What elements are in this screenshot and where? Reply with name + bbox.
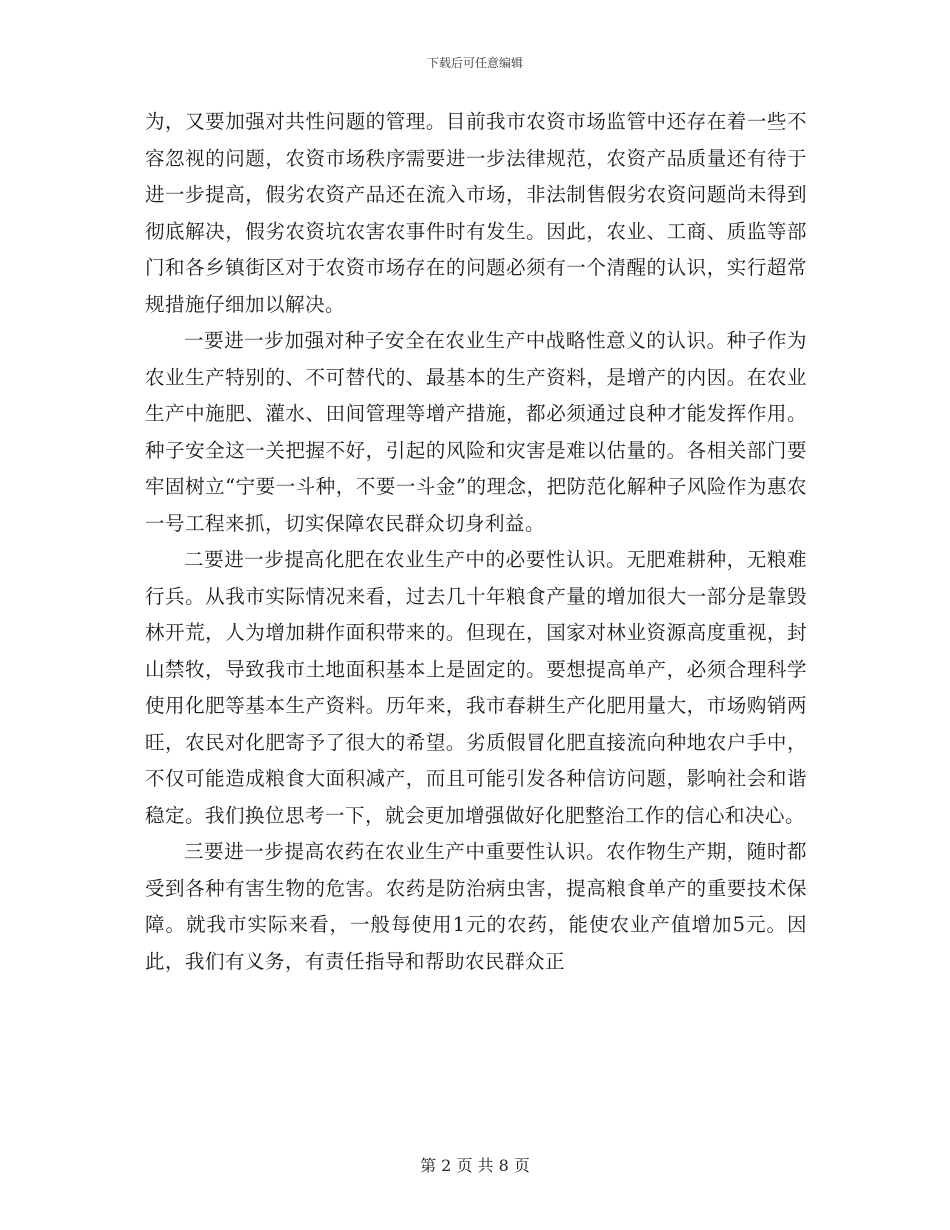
paragraph-fertilizer: 二要进一步提高化肥在农业生产中的必要性认识。无肥难耕种，无粮难行兵。从我市实际情况来看，过去几十年粮食产量的增加很大一部分是靠毁林开荒，人为增加耕作面积带来的。但现在，国家对林业资源高度重视，封山禁牧，导致我市土地面积基本上是固定的。要想提高单产，必须合理科学使用化肥等基本生产资料。历年来，我市春耕生产化肥用量大，市场购销两旺，农民对化肥寄予了很大的希望。劣质假冒化肥直接流向种地农户手中，不仅可能造成粮食大面积减产，而且可能引发各种信访问题，影响社会和谐稳定。我们换位思考一下，就会更加增强做好化肥整治工作的信心和决心。 bbox=[145, 548, 807, 827]
paragraph-continuation: 为，又要加强对共性问题的管理。目前我市农资市场监管中还存在着一些不容忽视的问题，农资市场秩序需要进一步法律规范，农资产品质量还有待于进一步提高，假劣农资产品还在流入市场，非法制售假劣农资问题尚未得到彻底解决，假劣农资坑农害农事件时有发生。因此，农业、工商、质监等部门和各乡镇街区对于农资市场存在的问题必须有一个清醒的认识，实行超常规措施仔细加以解决。 bbox=[145, 110, 807, 316]
page-header: 下载后可任意编辑 bbox=[426, 56, 523, 70]
page-number-footer: 第 2 页 共 8 页 bbox=[420, 1156, 530, 1175]
paragraph-pesticide: 三要进一步提高农药在农业生产中重要性认识。农作物生产期，随时都受到各种有害生物的危害。农药是防治病虫害，提高粮食单产的重要技术保障。就我市实际来看，一般每使用1元的农药，能使农业产值增加5元。因此，我们有义务，有责任指导和帮助农民群众正 bbox=[145, 840, 807, 973]
document-body bbox=[145, 104, 807, 980]
paragraph-seed-safety: 一要进一步加强对种子安全在农业生产中战略性意义的认识。种子作为农业生产特别的、不可替代的、最基本的生产资料，是增产的内因。在农业生产中施肥、灌水、田间管理等增产措施，都必须通过良种才能发挥作用。种子安全这一关把握不好，引起的风险和灾害是难以估量的。各相关部门要牢固树立“宁要一斗种，不要一斗金”的理念，把防范化解种子风险作为惠农一号工程来抓，切实保障农民群众切身利益。 bbox=[145, 329, 807, 535]
